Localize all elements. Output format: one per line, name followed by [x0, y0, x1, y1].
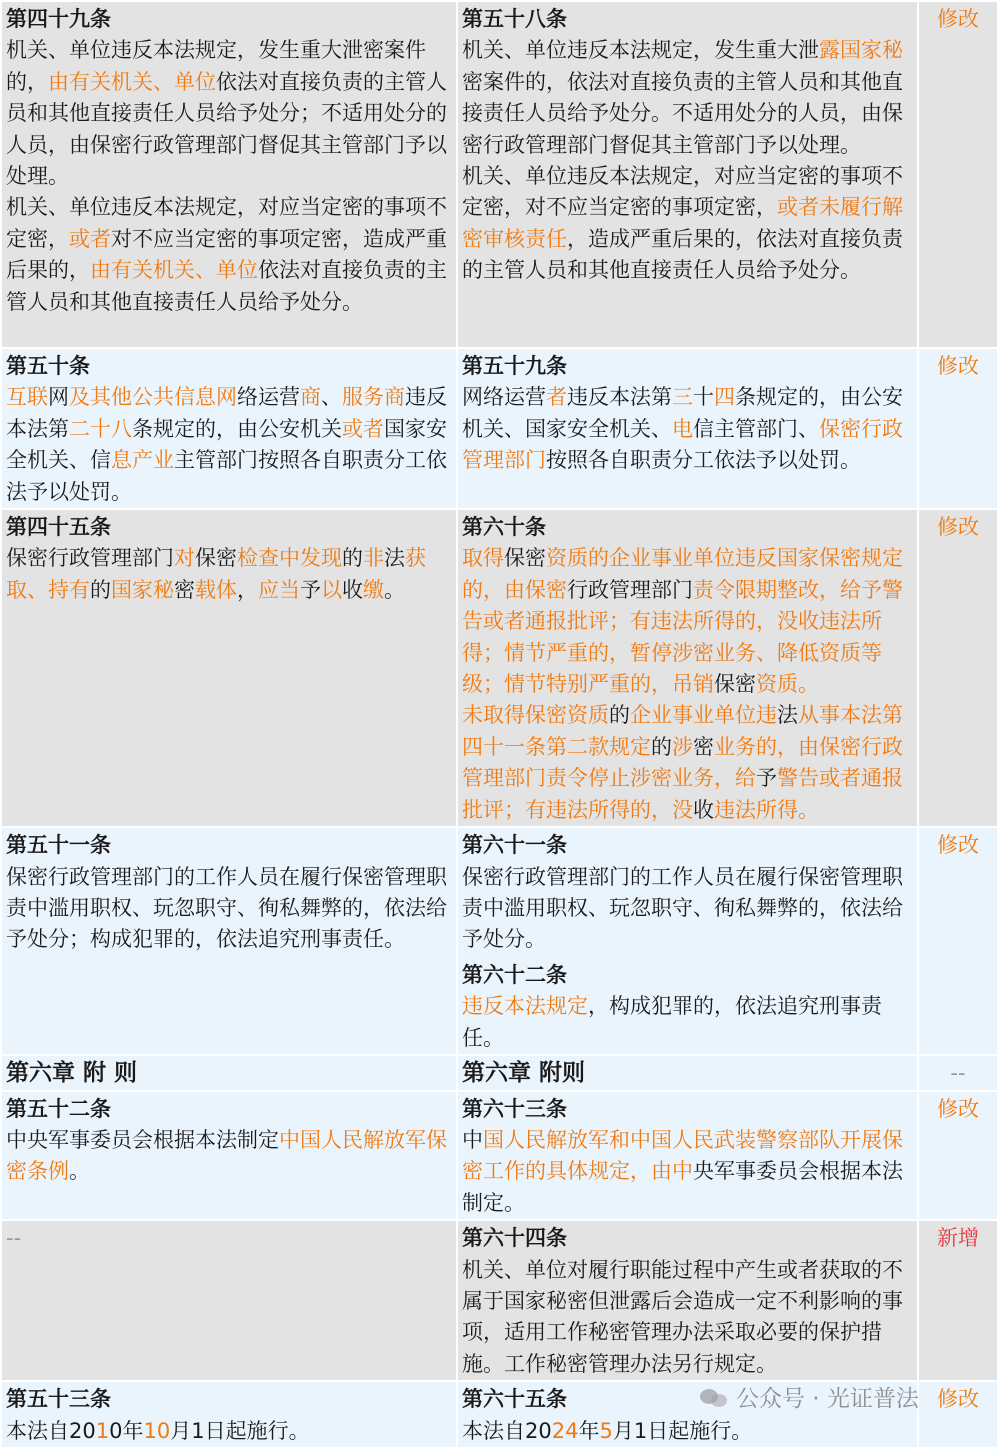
- text-run: 中央军事委员会根据本法制定: [6, 1127, 279, 1152]
- changed-text: 取得: [462, 546, 504, 571]
- text-run: 密: [174, 577, 195, 602]
- wechat-icon: [700, 1387, 730, 1409]
- text-run: 法: [384, 546, 405, 571]
- article-paragraph: [462, 1255, 913, 1381]
- article-paragraph: [6, 35, 452, 192]
- status-badge: 新增: [937, 1226, 979, 1251]
- changed-text: 责令限期整改，给予警告或者通报批评；有违法所得的，没收违法所得；情节严重的，暂停涉密业务、降低资质等级；情节特别严重的，吊销: [462, 577, 903, 697]
- watermark-text: 公众号 · 光证普法: [736, 1386, 919, 1412]
- text-run: 收: [693, 797, 714, 822]
- old-article-cell: [2, 1220, 457, 1381]
- old-article-cell: [2, 1091, 457, 1221]
- text-run: 中: [462, 1127, 483, 1152]
- status-cell: [918, 509, 998, 827]
- text-run: 保密: [714, 672, 756, 697]
- text-run: 月1日起施行。: [612, 1418, 753, 1443]
- text-run: 。: [384, 577, 405, 602]
- text-run: 央军事委员会根据本法制定。: [462, 1159, 903, 1215]
- status-cell: [918, 348, 998, 509]
- text-run: 保密行政管理部门: [6, 546, 174, 571]
- article-paragraph: [462, 35, 913, 161]
- text-run: 机关、单位违反本法规定，发生重大泄密案件的，: [6, 38, 426, 94]
- text-run: 的: [342, 546, 363, 571]
- text-run: 条规定的，由公安机关: [132, 416, 342, 441]
- changed-text: 三: [672, 385, 693, 410]
- article-paragraph: [6, 382, 452, 508]
- changed-text: 获取、持有: [6, 546, 426, 602]
- text-run: 密: [693, 734, 714, 759]
- text-run: 机关、单位违反本法规定，对应当定密的事项不定密，对不应当定密的事项定密，: [462, 164, 903, 220]
- text-run: 保密: [195, 546, 237, 571]
- changed-text: 四: [714, 385, 735, 410]
- article-title: 第六十一条: [462, 833, 567, 858]
- changed-text: 中国人民解放军保密条例: [6, 1127, 447, 1184]
- status-cell: [918, 1220, 998, 1381]
- changed-text: 对: [174, 546, 195, 571]
- comparison-row: [2, 1091, 998, 1221]
- changed-text: 企业事业单位违: [630, 703, 777, 728]
- text-run: 信主管部门、: [693, 416, 819, 441]
- text-run: 依法对直接负责的主管人员和其他直接责任人员给予处分。: [6, 258, 447, 314]
- changed-text: 或者: [342, 416, 384, 441]
- article-title: 第五十一条: [6, 833, 111, 858]
- article-title: 第六十四条: [462, 1226, 567, 1251]
- text-run: 行政管理部门: [567, 577, 693, 602]
- changed-text: 业务的，由保密行政管理部门责令停止涉密业务，给: [462, 734, 903, 791]
- article-title: 第五十二条: [6, 1096, 111, 1121]
- changed-text: 违法所得。: [714, 797, 819, 822]
- article-title: 第六十二条: [462, 962, 567, 987]
- article-paragraph: [6, 862, 452, 956]
- text-run: 违反本法第: [567, 385, 672, 410]
- old-article-cell: [2, 1055, 457, 1090]
- changed-text: 1: [95, 1418, 110, 1443]
- text-run: 年: [578, 1418, 600, 1443]
- text-run: 、: [321, 385, 342, 410]
- changed-text: 应当: [258, 577, 300, 602]
- changed-text: 10: [143, 1418, 171, 1443]
- new-article-cell: [457, 1220, 918, 1381]
- old-article-cell: [2, 509, 457, 827]
- changed-text: 者: [546, 385, 567, 410]
- comparison-row: [2, 827, 998, 1055]
- text-run: 0年: [109, 1418, 144, 1443]
- new-article-cell: [457, 348, 918, 509]
- changed-text: 24: [551, 1418, 579, 1443]
- changed-text: 资质的企业事业单位违反国家保密规定的，由保密: [462, 546, 903, 602]
- changed-text: 资质。: [756, 672, 819, 697]
- old-article-cell: [2, 2, 457, 348]
- text-run: 保密行政管理部门的工作人员在履行保密管理职责中滥用职权、玩忽职守、徇私舞弊的，依法给予处分。: [462, 864, 903, 952]
- new-article-cell: [457, 1055, 918, 1090]
- changed-text: 保密行政管理部门: [462, 416, 903, 473]
- changed-text: 违反本法规定: [462, 994, 588, 1019]
- comparison-row: [2, 348, 998, 509]
- text-run: 条规定的，由公安机关、国家安全机关、: [462, 385, 903, 441]
- article-paragraph: [462, 543, 913, 700]
- text-run: 予: [300, 577, 321, 602]
- article-title: 第五十三条: [6, 1387, 111, 1412]
- article-paragraph: [462, 1416, 913, 1447]
- text-run: 的: [651, 734, 672, 759]
- article-title: 第五十九条: [462, 354, 567, 378]
- changed-text: 未取得保密资质: [462, 703, 609, 728]
- changed-text: 由有关机关、单位: [48, 69, 216, 94]
- article-title: 第四十五条: [6, 515, 111, 540]
- changed-text: 互联: [6, 385, 48, 410]
- text-run: 十: [693, 385, 714, 410]
- text-run: 主管部门按照各自职责分工依法予以处罚。: [6, 448, 447, 504]
- watermark: [700, 1380, 919, 1413]
- text-run: 予: [756, 766, 777, 791]
- new-article-cell: [457, 1091, 918, 1221]
- article-paragraph: [462, 161, 913, 287]
- changed-text: 载体: [195, 577, 237, 602]
- status-badge: 修改: [937, 1387, 979, 1412]
- article-title: 第六十三条: [462, 1096, 567, 1121]
- changed-text: 缴: [363, 577, 384, 602]
- text-run: 本法自20: [462, 1418, 552, 1443]
- changed-text: 或者: [69, 226, 111, 251]
- text-run: 本法自20: [6, 1418, 96, 1443]
- changed-text: 二十八: [69, 416, 132, 441]
- text-run: 。: [69, 1159, 90, 1184]
- article-title: 第五十条: [6, 354, 90, 378]
- new-article-cell: [457, 2, 918, 348]
- chapter-title: 第六章 附 则: [6, 1060, 138, 1087]
- text-run: 保密: [504, 546, 546, 571]
- status-badge: 修改: [937, 515, 979, 540]
- status-cell: [918, 1091, 998, 1221]
- article-paragraph: [6, 1416, 452, 1447]
- comparison-row: [2, 1220, 998, 1381]
- text-run: 的: [90, 577, 111, 602]
- changed-text: 从事本法第四十一条第二款规定: [462, 703, 903, 759]
- article-title: 第六十条: [462, 515, 546, 540]
- changed-text: 及其他公共信息网: [69, 385, 237, 410]
- status-cell: [918, 2, 998, 348]
- article-paragraph: [6, 1125, 452, 1188]
- comparison-row: [2, 1055, 998, 1090]
- text-run: ，构成犯罪的，依法追究刑事责任。: [462, 994, 882, 1050]
- old-article-cell: [2, 348, 457, 509]
- changed-text: 警告或者通报批评；有违法所得的，没: [462, 766, 903, 822]
- chapter-title: 第六章 附则: [462, 1060, 586, 1087]
- changed-text: 电: [672, 416, 693, 441]
- article-paragraph: [462, 862, 913, 956]
- status-badge: 修改: [937, 833, 979, 858]
- article-paragraph: [462, 991, 913, 1054]
- article-title: 第五十八条: [462, 7, 567, 31]
- article-paragraph: [6, 543, 452, 606]
- changed-text: 或者未履行解密审核责任: [462, 195, 903, 251]
- status-badge: 修改: [937, 7, 979, 31]
- article-paragraph: [462, 1125, 913, 1219]
- text-run: ，造成严重后果的，依法对直接负责的主管人员和其他直接责任人员给予处分。: [462, 226, 903, 283]
- text-run: 依法对直接负责的主管人员和其他直接责任人员给予处分；不适用处分的人员，由保密行政管理部门督促其主管部门予以处理。: [6, 69, 447, 189]
- text-run: 按照各自职责分工依法予以处罚。: [546, 448, 861, 473]
- article-paragraph: [462, 700, 913, 826]
- text-run: 网: [48, 385, 69, 410]
- text-run: ，: [237, 577, 258, 602]
- text-run: 月1日起施行。: [170, 1418, 310, 1443]
- changed-text: 露国家秘: [819, 38, 903, 63]
- text-run: 机关、单位违反本法规定，对应当定密的事项不定密，: [6, 195, 447, 251]
- text-run: 保密行政管理部门的工作人员在履行保密管理职责中滥用职权、玩忽职守、徇私舞弊的，依法给予处分；构成犯罪的，依法追究刑事责任。: [6, 864, 447, 952]
- comparison-row: [2, 509, 998, 827]
- comparison-row: [2, 2, 998, 348]
- status-cell: [918, 1055, 998, 1090]
- text-run: 违反本法第: [6, 385, 447, 441]
- text-run: 机关、单位违反本法规定，发生重大泄: [462, 38, 819, 63]
- changed-text: 由有关机关、单位: [90, 258, 258, 283]
- status-badge: 修改: [937, 354, 979, 378]
- text-run: 络运营: [237, 385, 300, 410]
- changed-text: 国人民解放军和中国人民武装警察部队开展保密工作的具体规定，由中: [462, 1127, 903, 1184]
- text-run: 的: [609, 703, 630, 728]
- article-paragraph: [462, 382, 913, 476]
- status-badge: 修改: [937, 1096, 979, 1121]
- changed-text: 涉: [672, 734, 693, 759]
- text-run: 国家安全机关、信: [6, 416, 447, 473]
- status-cell: [918, 827, 998, 1055]
- text-run: 法: [777, 703, 798, 728]
- text-run: 密案件的，依法对直接负责的主管人员和其他直接责任人员给予处分。不适用处分的人员，由保密行政管理部门督促其主管部门予以处理。: [462, 69, 903, 157]
- changed-text: 息产业: [111, 448, 174, 473]
- changed-text: 国家秘: [111, 577, 174, 602]
- text-run: 收: [342, 577, 363, 602]
- new-article-cell: [457, 827, 918, 1055]
- new-article-cell: [457, 509, 918, 827]
- article-title: 第六十五条: [462, 1387, 567, 1412]
- article-title: 第四十九条: [6, 7, 111, 31]
- changed-text: 检查中发现: [237, 546, 342, 571]
- text-run: 机关、单位对履行职能过程中产生或者获取的不属于国家秘密但泄露后会造成一定不利影响的事项，适用工作秘密管理办法采取必要的保护措施。工作秘密管理办法另行规定。: [462, 1257, 903, 1376]
- changed-text: 5: [599, 1418, 613, 1443]
- changed-text: 服务商: [342, 385, 405, 410]
- article-paragraph: [6, 192, 452, 318]
- old-article-cell: [2, 827, 457, 1055]
- status-badge: --: [950, 1061, 966, 1086]
- changed-text: 以: [321, 577, 342, 602]
- changed-text: 商: [300, 385, 321, 410]
- text-run: 网络运营: [462, 385, 546, 410]
- text-run: 对不应当定密的事项定密，造成严重后果的，: [6, 226, 447, 283]
- empty-placeholder: --: [6, 1226, 22, 1251]
- changed-text: 非: [363, 546, 384, 571]
- law-comparison-table: [2, 2, 999, 1449]
